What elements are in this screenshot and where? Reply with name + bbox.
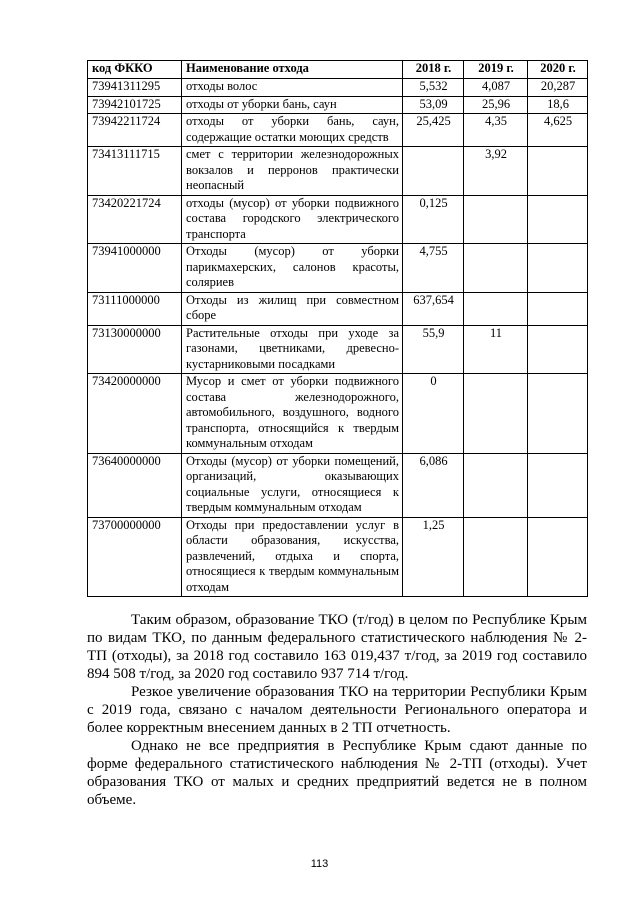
table-row [88, 96, 588, 114]
table-row [88, 244, 588, 293]
cell-2018: 53,09 [403, 96, 464, 114]
paragraph: Однако не все предприятия в Республике Крым сдают данные по форме федерального статистического наблюдения № 2-ТП (отходы). Учет образования ТКО от малых и средних предприятий ведется не в полном объеме. [87, 738, 587, 808]
cell-name: отходы от уборки бань, саун [182, 96, 403, 114]
page-number: 113 [310, 858, 329, 870]
table-row [88, 147, 588, 196]
cell-2018: 0 [403, 374, 464, 454]
table-row [88, 114, 588, 147]
body-text [87, 611, 587, 809]
cell-2018: 25,425 [403, 114, 464, 147]
table-row [88, 195, 588, 244]
cell-name: Отходы (мусор) от уборки помещений, организаций, оказывающих социальные услуги, относящиеся к твердым коммунальным отходам [182, 453, 403, 517]
cell-code: 73942211724 [88, 114, 182, 147]
cell-2020 [528, 325, 588, 374]
cell-2020 [528, 374, 588, 454]
cell-2019 [464, 374, 528, 454]
table-row [88, 374, 588, 454]
cell-name: Растительные отходы при уходе за газонами, цветниками, древесно-кустарниковыми посадками [182, 325, 403, 374]
cell-2019: 25,96 [464, 96, 528, 114]
cell-name: отходы волос [182, 79, 403, 97]
cell-code: 73640000000 [88, 453, 182, 517]
cell-2018: 6,086 [403, 453, 464, 517]
cell-2019: 4,087 [464, 79, 528, 97]
header-code: код ФККО [88, 61, 182, 79]
cell-2020 [528, 147, 588, 196]
table-row [88, 453, 588, 517]
cell-2019 [464, 244, 528, 293]
table-header-row [88, 61, 588, 79]
cell-code: 73413111715 [88, 147, 182, 196]
cell-name: смет с территории железнодорожных вокзалов и перронов практически неопасный [182, 147, 403, 196]
table-row [88, 517, 588, 597]
cell-code: 73941311295 [88, 79, 182, 97]
cell-2018: 637,654 [403, 292, 464, 325]
cell-2018: 0,125 [403, 195, 464, 244]
cell-code: 73700000000 [88, 517, 182, 597]
header-2020: 2020 г. [528, 61, 588, 79]
cell-2019: 3,92 [464, 147, 528, 196]
cell-code: 73941000000 [88, 244, 182, 293]
cell-2018 [403, 147, 464, 196]
cell-2020: 4,625 [528, 114, 588, 147]
cell-2020 [528, 292, 588, 325]
cell-2018: 55,9 [403, 325, 464, 374]
cell-2019 [464, 195, 528, 244]
cell-2020 [528, 244, 588, 293]
paragraph: Резкое увеличение образования ТКО на территории Республики Крым с 2019 года, связано с началом деятельности Регионального оператора и более корректным внесением данных в 2 ТП отчетность. [87, 684, 587, 736]
header-2018: 2018 г. [403, 61, 464, 79]
cell-2018: 5,532 [403, 79, 464, 97]
cell-code: 73942101725 [88, 96, 182, 114]
cell-name: отходы (мусор) от уборки подвижного состава городского электрического транспорта [182, 195, 403, 244]
paragraph: Таким образом, образование ТКО (т/год) в целом по Республике Крым по видам ТКО, по данным федерального статистического наблюдения № 2-ТП (отходы), за 2018 год составило 163 019,437 т/год, за 2019 год составило 894 508 т/год, за 2020 год составило 937 714 т/год. [87, 612, 587, 682]
cell-code: 73420221724 [88, 195, 182, 244]
cell-name: Мусор и смет от уборки подвижного состава железнодорожного, автомобильного, воздушного, водного транспорта, относящийся к твердым коммунальным отходам [182, 374, 403, 454]
header-name: Наименование отхода [182, 61, 403, 79]
table-row [88, 292, 588, 325]
table-body [88, 79, 588, 597]
cell-2018: 1,25 [403, 517, 464, 597]
table-row [88, 79, 588, 97]
cell-2020 [528, 517, 588, 597]
cell-name: Отходы при предоставлении услуг в области образования, искусства, развлечений, отдыха и спорта, относящиеся к твердым коммунальным отходам [182, 517, 403, 597]
cell-name: Отходы (мусор) от уборки парикмахерских, салонов красоты, соляриев [182, 244, 403, 293]
cell-2019 [464, 517, 528, 597]
cell-2019 [464, 292, 528, 325]
cell-name: Отходы из жилищ при совместном сборе [182, 292, 403, 325]
cell-2019 [464, 453, 528, 517]
cell-2019: 11 [464, 325, 528, 374]
cell-code: 73111000000 [88, 292, 182, 325]
cell-2018: 4,755 [403, 244, 464, 293]
cell-2019: 4,35 [464, 114, 528, 147]
waste-table [87, 60, 588, 597]
cell-code: 73130000000 [88, 325, 182, 374]
header-2019: 2019 г. [464, 61, 528, 79]
cell-2020: 20,287 [528, 79, 588, 97]
cell-2020: 18,6 [528, 96, 588, 114]
cell-2020 [528, 195, 588, 244]
table-row [88, 325, 588, 374]
cell-code: 73420000000 [88, 374, 182, 454]
cell-2020 [528, 453, 588, 517]
cell-name: отходы от уборки бань, саун, содержащие остатки моющих средств [182, 114, 403, 147]
